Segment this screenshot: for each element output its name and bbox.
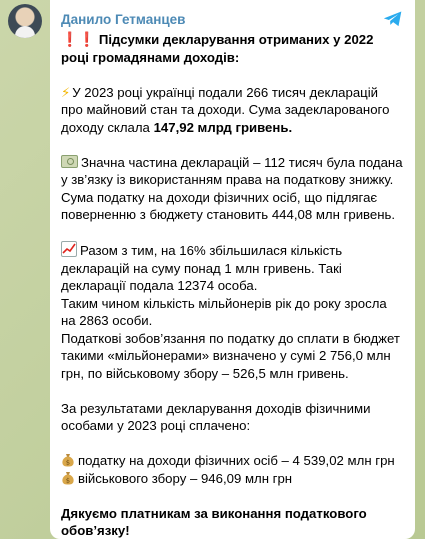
post-title-text: Підсумки декларування отриманих у 2022 році громадянами доходів: (61, 32, 374, 65)
author-name[interactable]: Данило Гетманцев (61, 12, 186, 27)
money-with-wings-icon (61, 155, 78, 168)
svg-text:$: $ (65, 476, 71, 484)
list-item-military-levy: $ військового збору – 946,09 млн грн (61, 470, 403, 488)
telegram-icon[interactable] (383, 10, 403, 28)
message-text (61, 31, 403, 539)
declared-income-amount: 147,92 млрд гривень. (153, 119, 293, 135)
money-bag-icon (61, 453, 75, 467)
paragraph-tax-refund: Значна частина декларацій – 112 тисяч була подана у зв’язку із використанням права на податкову знижку. Сума податку на доходи фізичних осіб, що підлягає поверненню з бюджету становить 444,08 млн гривень. (61, 154, 403, 222)
lightning-icon: ⚡ (61, 84, 71, 100)
list-item-income-tax: $ податку на доходи фізичних осіб – 4 539,02 млн грн (61, 452, 403, 470)
svg-text:$: $ (65, 458, 71, 467)
message-header (61, 11, 403, 31)
paragraph-paid-intro: За результатами декларування доходів фізичними особами у 2023 році сплачено: (61, 400, 371, 433)
channel-avatar[interactable] (8, 4, 42, 38)
message-bubble (50, 0, 415, 539)
paragraph-millionaires-growth: Таким чином кількість мільйонерів рік до року зросла на 2863 особи. (61, 295, 387, 328)
double-exclamation-icon: ❗❗ (61, 31, 96, 47)
paragraph-obligations: Податкові зобов’язання по податку до сплати в бюджет такими «мільйонерами» визначено у сумі 2 756,0 млн грн, по військовому збору – 526,5 млн гривень. (61, 330, 400, 381)
paragraph-declarations: ⚡ У 2023 році українці подали 266 тисяч декларацій про майновий стан та доходи. Сума задекларованого доходу склала 147,92 млрд гривень. (61, 84, 390, 135)
closing-thanks: Дякуємо платникам за виконання податкового обов’язку! (61, 505, 367, 538)
chart-increasing-icon (61, 241, 77, 257)
money-bag-icon (61, 471, 75, 485)
post-title (61, 31, 403, 66)
paragraph-millionaires: Разом з тим, на 16% збільшилася кількість декларацій на суму понад 1 млн гривень. Такі декларації подала 12374 особа. (61, 243, 343, 293)
